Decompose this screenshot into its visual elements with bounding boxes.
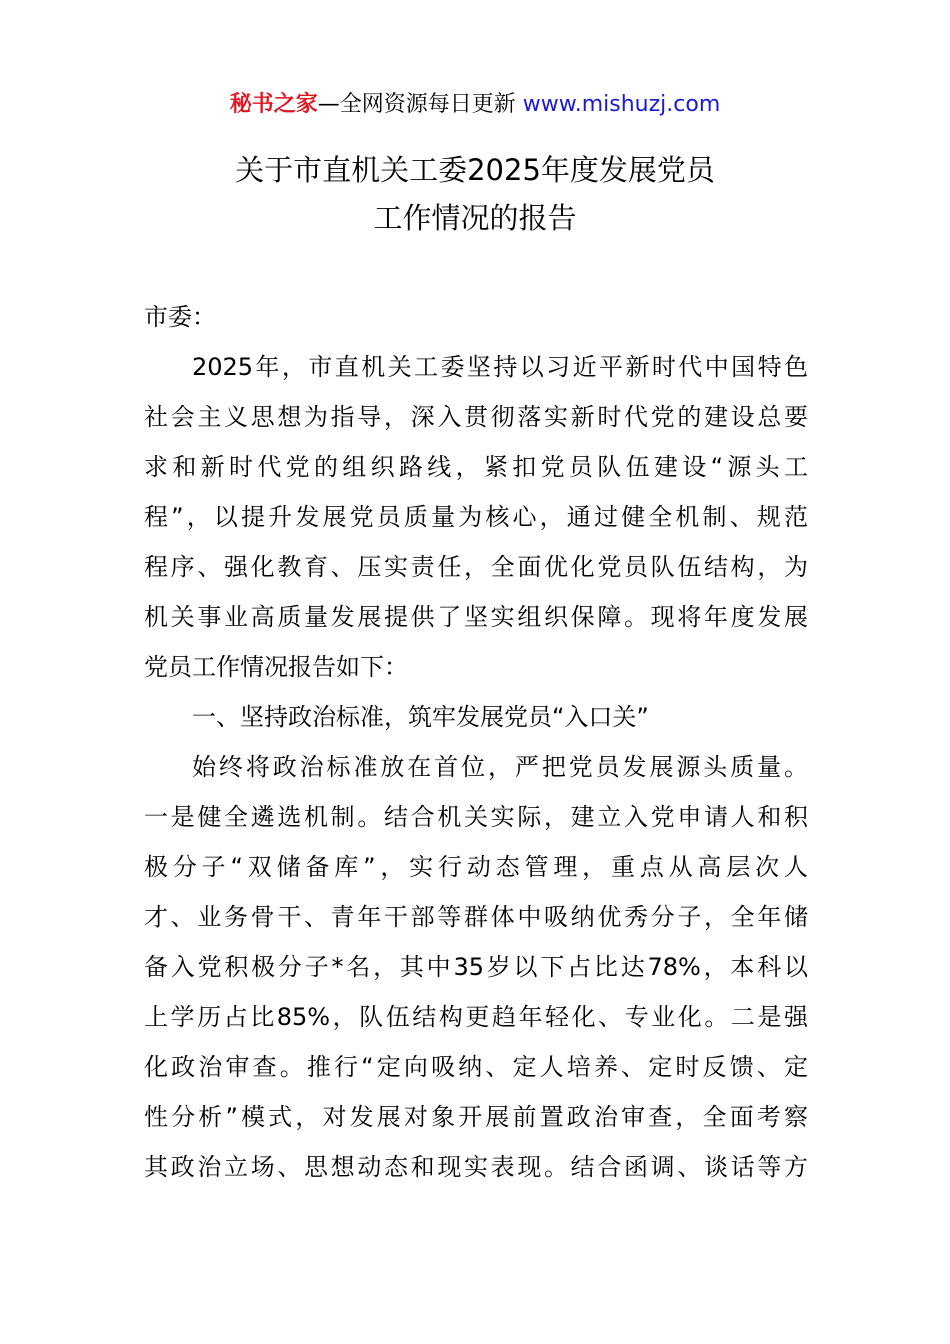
paragraph-line: 备入党积极分子*名，其中35岁以下占比达78%，本科以 bbox=[144, 953, 808, 981]
paragraph-line: 性分析”模式，对发展对象开展前置政治审查，全面考察 bbox=[144, 1103, 808, 1131]
paragraph-intro bbox=[144, 342, 808, 692]
header-tagline: —全网资源每日更新 bbox=[317, 92, 523, 117]
paragraph-line: 机关事业高质量发展提供了坚实组织保障。现将年度发展 bbox=[144, 603, 808, 631]
title-line-1: 关于市直机关工委2025年度发展党员 bbox=[235, 153, 715, 187]
site-header bbox=[0, 88, 950, 122]
paragraph-line: 2025年，市直机关工委坚持以习近平新时代中国特色 bbox=[192, 353, 808, 381]
paragraph-line: 党员工作情况报告如下： bbox=[144, 653, 408, 681]
paragraph-line: 才、业务骨干、青年干部等群体中吸纳优秀分子，全年储 bbox=[144, 903, 808, 931]
document-title bbox=[0, 146, 950, 242]
paragraph-line: 化政治审查。推行“定向吸纳、定人培养、定时反馈、定 bbox=[144, 1053, 808, 1081]
section-heading: 一、坚持政治标准，筑牢发展党员“入口关” bbox=[192, 703, 649, 731]
title-line-2: 工作情况的报告 bbox=[373, 201, 577, 235]
brand-name: 秘书之家 bbox=[229, 92, 318, 117]
paragraph-line: 极分子“双储备库”，实行动态管理，重点从高层次人 bbox=[144, 853, 808, 881]
salutation: 市委： bbox=[144, 303, 216, 331]
paragraph-line: 求和新时代党的组织路线，紧扣党员队伍建设“源头工 bbox=[144, 453, 808, 481]
paragraph-line: 上学历占比85%，队伍结构更趋年轻化、专业化。二是强 bbox=[144, 1003, 808, 1031]
site-url-link[interactable]: www.mishuzj.com bbox=[522, 92, 721, 117]
paragraph-line: 程”，以提升发展党员质量为核心，通过健全机制、规范 bbox=[144, 503, 808, 531]
paragraph-line: 一是健全遴选机制。结合机关实际，建立入党申请人和积 bbox=[144, 803, 808, 831]
document-body bbox=[144, 292, 808, 1192]
paragraph-line: 程序、强化教育、压实责任，全面优化党员队伍结构，为 bbox=[144, 553, 808, 581]
paragraph-line: 其政治立场、思想动态和现实表现。结合函调、谈话等方 bbox=[144, 1153, 808, 1181]
paragraph-section-1 bbox=[144, 742, 808, 1192]
paragraph-line: 社会主义思想为指导，深入贯彻落实新时代党的建设总要 bbox=[144, 403, 808, 431]
paragraph-line: 始终将政治标准放在首位，严把党员发展源头质量。 bbox=[192, 753, 808, 781]
